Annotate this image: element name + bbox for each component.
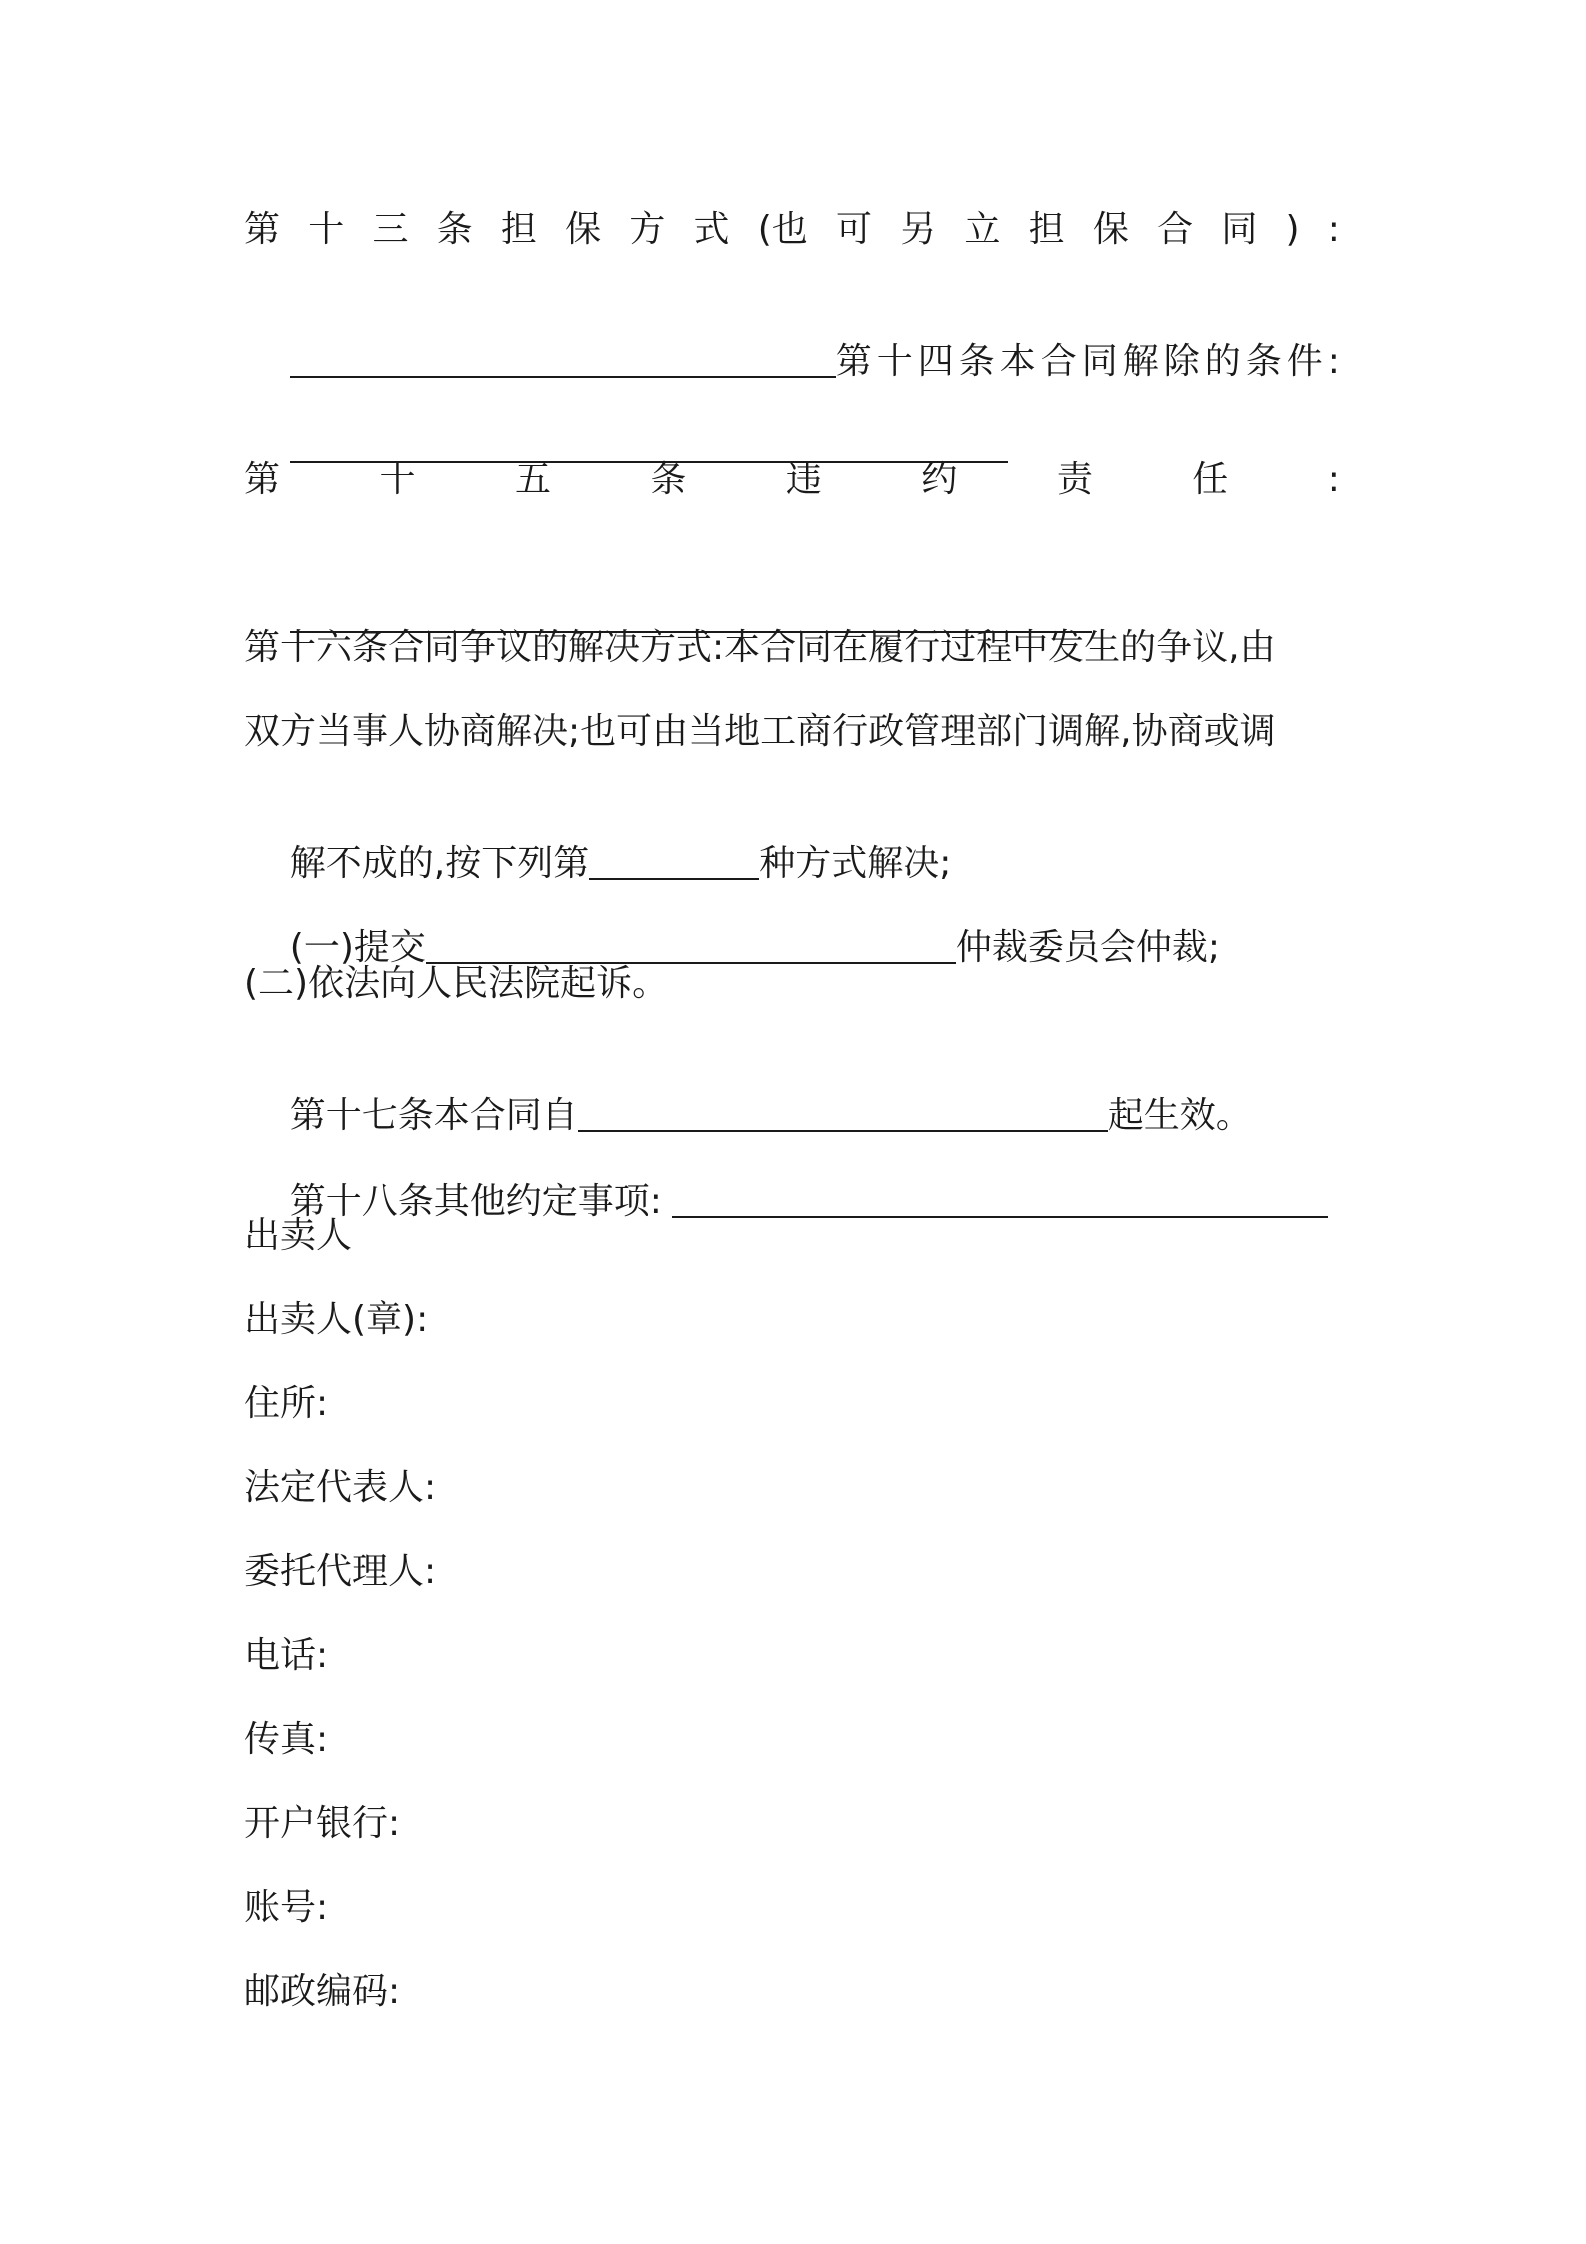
- seller-field: 法定代表人:: [244, 1467, 437, 1508]
- article-16-option-2: (二)依法向人民法院起诉。: [244, 963, 669, 1004]
- article-13-char: 同: [1221, 209, 1258, 250]
- seller-field: 出卖人(章):: [244, 1299, 429, 1340]
- article-15-char: 约: [921, 459, 958, 500]
- article-13-char: 可: [836, 209, 873, 250]
- article-17-prefix: 第十七条本合同自: [289, 1095, 578, 1136]
- article-16-choice-suffix: 种方式解决;: [759, 843, 952, 884]
- article-13-char: 保: [565, 209, 602, 250]
- article-13-char: 第: [244, 209, 281, 250]
- blank-line[interactable]: [589, 842, 759, 880]
- article-15-char: 五: [514, 459, 551, 500]
- seller-field: 电话:: [244, 1635, 329, 1676]
- article-13-char: :: [1327, 209, 1340, 250]
- article-18-line: [244, 1130, 1328, 1274]
- article-13-char: 担: [500, 209, 537, 250]
- article-16-line-1: 第十六条合同争议的解决方式:本合同在履行过程中发生的争议,由: [244, 627, 1276, 668]
- option-1-suffix: 仲裁委员会仲裁;: [955, 927, 1221, 968]
- seller-heading: 出卖人: [244, 1215, 353, 1256]
- seller-field: 住所:: [244, 1383, 329, 1424]
- article-13-char: (也: [757, 209, 808, 250]
- seller-field: 邮政编码:: [244, 1971, 401, 2012]
- article-13-char: 方: [629, 209, 666, 250]
- article-13-char: 式: [693, 209, 730, 250]
- article-13-heading: [244, 206, 1340, 254]
- article-15-heading: [244, 456, 1340, 504]
- article-13-char: 十: [308, 209, 345, 250]
- article-13-char: 立: [964, 209, 1001, 250]
- article-15-char: 违: [785, 459, 822, 500]
- article-13-char: 合: [1157, 209, 1194, 250]
- article-16-choice-prefix: 解不成的,按下列第: [289, 843, 590, 884]
- seller-field: 开户银行:: [244, 1803, 401, 1844]
- article-17-suffix: 起生效。: [1107, 1095, 1252, 1136]
- article-13-char: ): [1285, 209, 1300, 250]
- seller-field: 委托代理人:: [244, 1551, 437, 1592]
- blank-line[interactable]: [578, 1094, 1108, 1132]
- article-13-char: 担: [1028, 209, 1065, 250]
- article-15-char: 条: [650, 459, 687, 500]
- article-15-char: :: [1327, 459, 1340, 500]
- article-15-char: 十: [379, 459, 416, 500]
- article-16-line-2: 双方当事人协商解决;也可由当地工商行政管理部门调解,协商或调: [244, 711, 1276, 752]
- article-13-char: 另: [900, 209, 937, 250]
- option-1-prefix: (一)提交: [289, 927, 426, 968]
- blank-line[interactable]: [426, 926, 956, 964]
- article-14-label: 第十四条本合同解除的条件:: [835, 341, 1345, 382]
- blank-line[interactable]: [290, 340, 836, 378]
- article-15-char: 任: [1192, 459, 1229, 500]
- blank-line[interactable]: [672, 1180, 1328, 1218]
- seller-field: 传真:: [244, 1719, 329, 1760]
- article-13-char: 保: [1092, 209, 1129, 250]
- article-13-char: 三: [372, 209, 409, 250]
- seller-field: 账号:: [244, 1887, 329, 1928]
- article-18-label: 第十八条其他约定事项:: [289, 1181, 662, 1222]
- article-15-char: 第: [244, 459, 281, 500]
- article-13-char: 条: [436, 209, 473, 250]
- article-15-char: 责: [1056, 459, 1093, 500]
